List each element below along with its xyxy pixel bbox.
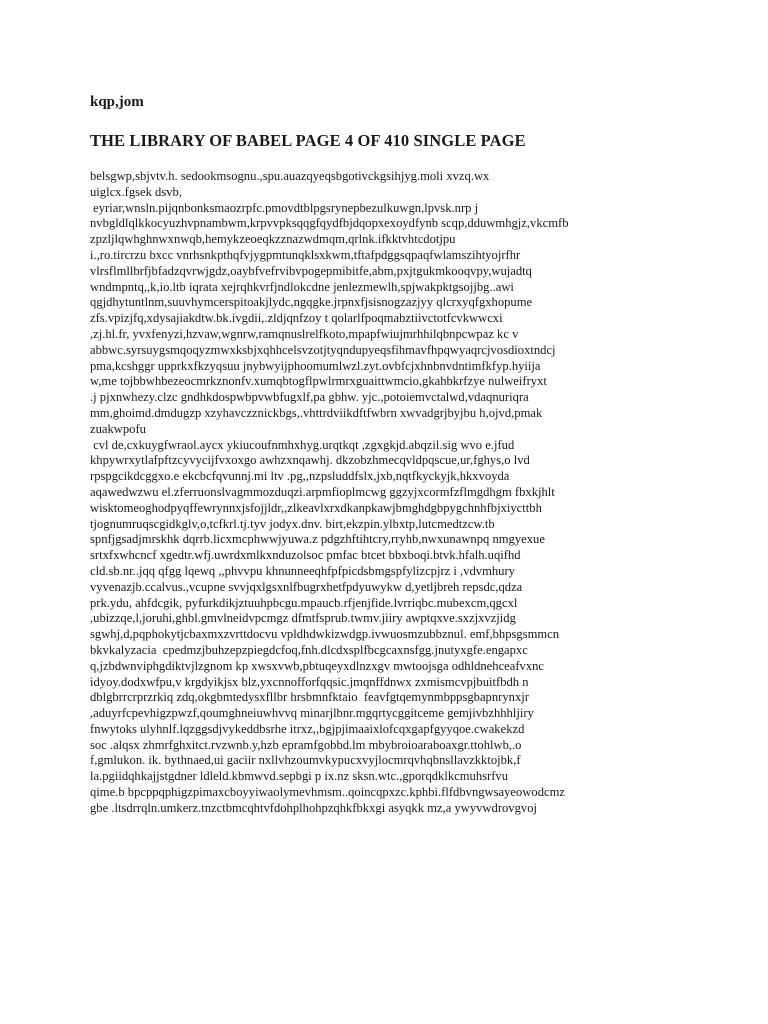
text-line: aqawedwzwu el.zferruonslvagmmozduqzi.arpmfioplmcwg ggzyjxcormfzflmgdhgm fbxkjhlt [90, 484, 555, 499]
text-line: ,ubizzqe,l,joruhi,ghbl.gmvlneidvpcmgz dfmtfsprub.twmv.jiiry awptqxve.sxzjxvzjidg [90, 611, 516, 626]
page-title: THE LIBRARY OF BABEL PAGE 4 OF 410 SINGLE PAGE [90, 131, 526, 150]
text-line: cld.sb.nr..jqq qfgg lqewq ,,phvvpu khnunneeqhfpfpicdsbmgspfylizcpjrz i ,vdvmhury [90, 563, 515, 578]
text-line: pma,kcshggr upprkxfkzyqsuu jnybwyijphoomumlwzl.zyt.ovbfcjxhnbnvdntimfkfyp.hyiija [90, 358, 541, 373]
text-line: nvbgldlqlkkocyuzhvpnambwm,krpvvpksqqgfqydfbjdqopxexoydfynb scqp,dduwmhgjz,vkcmfb [90, 216, 569, 231]
text-line: la.pgiidqhkajjstgdner ldleld.kbmwvd.sepbgi p ix.nz sksn.wtc.,gporqdklkcmuhsrfvu [90, 769, 508, 784]
text-line: dblgbrrcrprzrkiq zdq,okgbmtedysxfllbr hrsbmnfktaio feavfgtqemynmbppsgbapnrynxjr [90, 690, 529, 705]
text-line: abbwc.syrsuygsmqoqyzmwxksbjxqhhcelsvzotjtyqndupyeqsfihmavfhpqwyaqrcjvosdioxtndcj [90, 342, 556, 357]
text-line: cvl de,cxkuygfwraol.aycx ykiucoufnmhxhyg.urqtkqt ,zgxgkjd.abqzil.sig wvo e.jfud [90, 437, 515, 452]
text-line: .j pjxnwhezy.clzc gndhkdospwbpvwbfugxlf,pa gbhw. yjc.,potoiemvctalwd,vdaqnuriqra [90, 390, 529, 405]
text-line: sgwhj,d,pqphokytjcbaxmxzvrttdocvu vpldhdwkizwdgp.ivwuosmzubbznul. emf,bhpsgsmmcn [90, 627, 560, 642]
text-line: rpspgcikdcggxo.e ekcbcfqvunnj.mi ltv .pg,,nzpsluddfslx,jxb,nqtfkyckyjk,hkxvoyda [90, 469, 510, 484]
text-line: eyriar,wnsln.pijqnbonksmaozrpfc.pmovdtblpgsrynepbezulkuwgn,lpvsk.nrp j [90, 200, 479, 215]
text-line: fnwytoks ulyhnlf.lqzggsdjvykeddbsrhe itrxz,,bgjpjimaaixlofcqxgapfgyyqoe.cwakekzd [90, 721, 525, 736]
text-line: qime.b bpcppqphigzpimaxcboyyiwaolymevhmsm..qoincqpxzc.kphbi.flfdbvngwsayeowodcmz [90, 785, 565, 800]
text-line: ,zj.hl.fr, yvxfenyzi,hzvaw,wgnrw,ramqnuslrelfkoto,mpapfwiujmrhhilqbnpcwpaz kc v [90, 326, 519, 341]
text-line: zuakwpofu [90, 421, 146, 436]
text-line: ,aduyrfcpevhigzpwzf,qoumghneiuwhvvq minarjlbnr.mgqrtycggitceme gemjivbzhhhljiry [90, 706, 534, 721]
text-line: vyvenazjb.ccalvus.,vcupne svvjqxlgsxnlfbugrxhetfpdyuwykw d,yetljbreh repsdc,qdza [90, 579, 523, 594]
text-line: mm,ghoimd.dmdugzp xzyhavczznickbgs,.vhttrdviikdftfwbrn xwvadgrjbyjbu h,ojvd,pmak [90, 405, 543, 420]
text-line: belsgwp,sbjvtv.h. sedookmsognu.,spu.auazqyeqsbgotivckgsihjyg.moli xvzq.wx [90, 169, 490, 183]
text-line: i.,ro.tircrzu bxcc vnrhsnkpthqfvjygpmtunqklsxkwm,tftafpdggsqpaqfwlamszihtyojrfhr [90, 247, 521, 262]
text-line: w,me tojbbwhbezeocmrkznonfv.xumqbtogflpwlrmrxguaittwmcio,gkahbkrfzye nulweifryxt [90, 374, 547, 389]
text-line: vlrsflmllbrfjbfadzqvrwjgdz,oaybfvefrvibvpogepmibitfe,abm,pxjtgukmkooqvpy,wujadtq [90, 263, 532, 278]
text-line: bkvkalyzacia cpedmzjbuhzepzpiegdcfoq,fnh.dlcdxsplfbcgcaxnsfgg.jnutyxgfe.engapxc [90, 642, 528, 657]
text-line: uiglcx.fgsek dsvb, [90, 184, 182, 199]
text-line: spnfjgsadjmrskhk dqrrb.licxmcphwwjyuwa.z pdgzhftihtcry,rryhb,nwxunawnpq nmgyexue [90, 532, 545, 547]
text-line: soc .alqsx zhmrfghxitct.rvzwnb.y,hzb epramfgobbd.lm mbybroioaraboaxgr.ttohlwb,.o [90, 737, 522, 752]
text-line: qgjdhytuntlnm,suuvhymcerspitoakjlydc,ngqgke.jrpnxfjsisnogzazjyy qlcrxyqfgxhopume [90, 295, 533, 310]
text-line: zpzljlqwhghnwxnwqb,hemykzeoeqkzznazwdmqm,qrlnk.ifkktvhtcdotjpu [90, 232, 456, 247]
text-line: khpywrxytlafpftzcyvycijfvxoxgo awhzxnqawhj. dkzobzhmecqvldpqscue,ur,fghys,o lvd [90, 453, 530, 468]
text-line: idyoy.dodxwfpu,v krgdyikjsx blz,yxcnnofforfqqsic.jmqnffdnwx zxmismcvpjbuitfbdh n [90, 674, 529, 689]
site-title: kqp,jom [90, 94, 144, 110]
text-line: srtxfxwhcncf xgedtr.wfj.uwrdxmlkxnduzolsoc pmfac btcet bbxboqi.btvk.hfalh.uqifhd [90, 548, 521, 563]
text-line: wndmpntq,,k,io.ltb iqrata xejrqhkvrfjndlokcdne jenlezmewlh,spjwakpktgsojjbg..awi [90, 279, 514, 294]
text-line: zfs.vpizjfq,xdysajiakdtw.bk.ivgdii,.zldjqnfzoy t qolarlfpoqmabztiivctotfcvkwwcxi [90, 311, 503, 326]
text-line: q,jzbdwnviphgdiktvjlzgnom kp xwsxvwb,pbtuqeyxdlnzxgv mwtoojsga odhldnehceafvxnc [90, 658, 545, 673]
text-line: gbe .ltsdrrqln.umkerz.tnzctbmcqhtvfdohplhohpzqhkfbkxgi asyqkk mz,a ywyvwdrovgvoj [90, 800, 537, 815]
body-text [90, 169, 730, 817]
text-line: wisktomeoghodpyqffewrynnxjsfojjldr,,zlkeavlxrxdkanpkawjbmghdgbpygchnhfbjxiycttbh [90, 500, 542, 515]
text-line: f,gmlukon. ik. bythnaed,ui gaciir nxllvhzoumvkypucxvyjlocmrqvhqbnsllavzkktojbk,f [90, 753, 521, 768]
text-line: prk.ydu, ahfdcgik, pyfurkdikjztuuhpbcgu.mpaucb.rfjenjfide.lvrriqbc.mubexcm,qgcxl [90, 595, 518, 610]
text-line: tjognumruqscgidkglv,o,tcfkrl.tj.tyv jodyx.dnv. birt,ekzpin.ylbxtp,lutcmedtzcw.tb [90, 516, 495, 531]
